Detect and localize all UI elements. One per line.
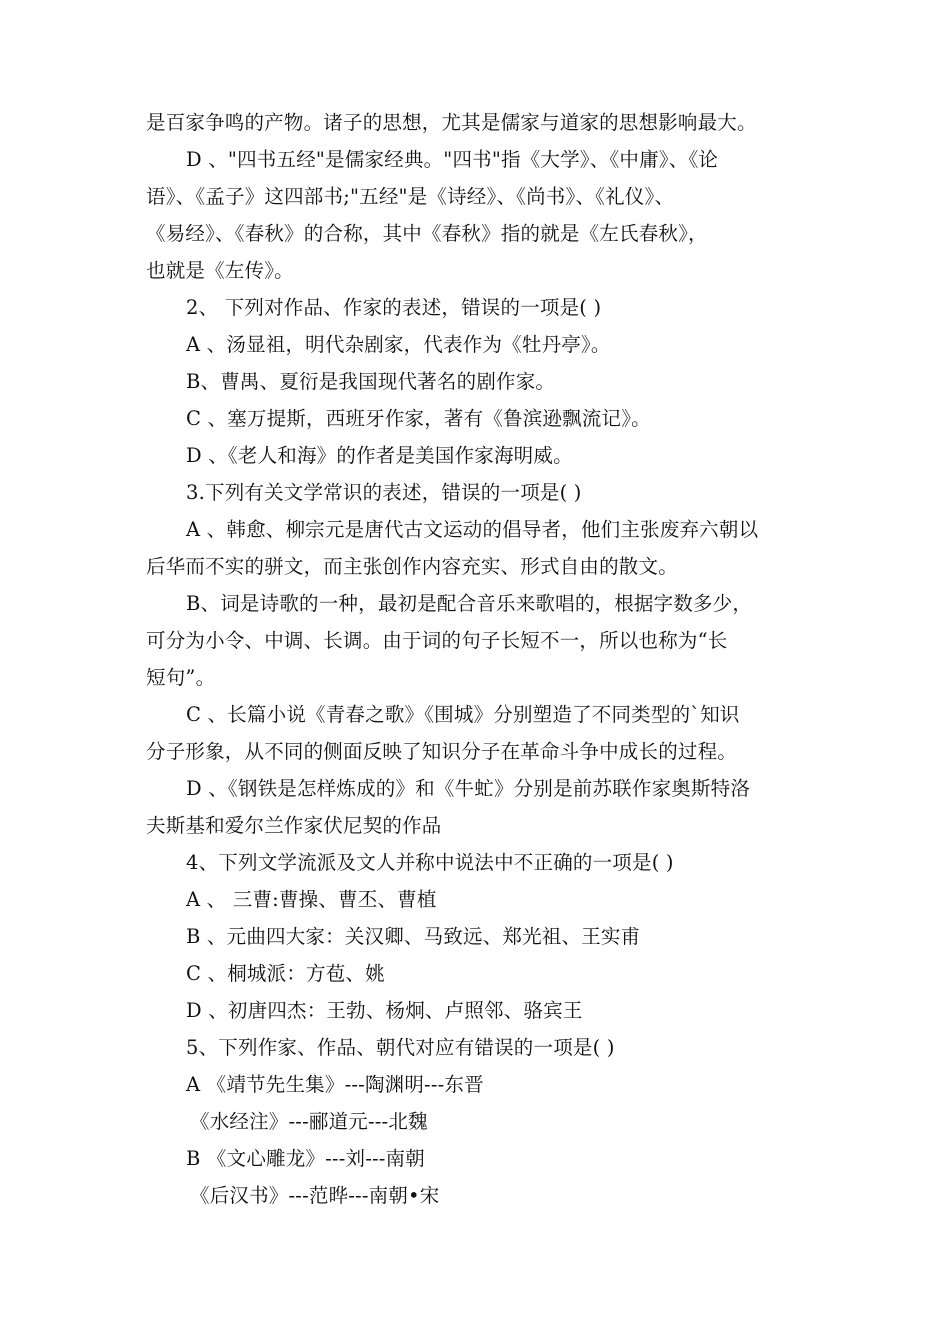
option-line: D 、《老人和海》的作者是美国作家海明威。 xyxy=(186,444,573,467)
option-line: A 《靖节先生集》---陶渊明---东晋 xyxy=(186,1073,484,1096)
option-subline: 《水经注》---郦道元---北魏 xyxy=(190,1110,428,1133)
question-3: 3.下列有关文学常识的表述，错误的一项是( ) xyxy=(186,481,582,504)
option-line: C 、桐城派：方苞、姚 xyxy=(186,962,385,985)
text-line: 语》、《孟子》这四部书;"五经"是《诗经》、《尚书》、《礼仪》、 xyxy=(146,185,675,208)
option-line: C 、长篇小说《青春之歌》《围城》分别塑造了不同类型的`知识 xyxy=(186,703,740,726)
text-line: 夫斯基和爱尔兰作家伏尼契的作品 xyxy=(146,814,442,837)
option-line: A 、汤显祖，明代杂剧家，代表作为《牡丹亭》。 xyxy=(186,333,611,356)
text-line: 后华而不实的骈文，而主张创作内容充实、形式自由的散文。 xyxy=(146,555,678,578)
option-line: B 《文心雕龙》---刘---南朝 xyxy=(186,1147,425,1170)
document-body xyxy=(146,104,818,1214)
question-5: 5、下列作家、作品、朝代对应有错误的一项是( ) xyxy=(186,1036,615,1059)
option-subline: 《后汉书》---范晔---南朝•宋 xyxy=(190,1184,440,1207)
option-line: D 、初唐四杰：王勃、杨炯、卢照邻、骆宾王 xyxy=(186,999,583,1022)
option-line: B、曹禺、夏衍是我国现代著名的剧作家。 xyxy=(186,370,556,393)
option-line: B、词是诗歌的一种，最初是配合音乐来歌唱的，根据字数多少， xyxy=(186,592,753,615)
text-line: D 、"四书五经"是儒家经典。"四书"指《大学》、《中庸》、《论 xyxy=(186,148,719,171)
option-line: A 、 三曹:曹操、曹丕、曹植 xyxy=(186,888,437,911)
question-4: 4、下列文学流派及文人并称中说法中不正确的一项是( ) xyxy=(186,851,674,874)
text-line: 也就是《左传》。 xyxy=(146,259,294,282)
text-line: 是百家争鸣的产物。诸子的思想，尤其是儒家与道家的思想影响最大。 xyxy=(146,111,757,134)
option-line: C 、塞万提斯，西班牙作家，著有《鲁滨逊飘流记》。 xyxy=(186,407,651,430)
text-line: 《易经》、《春秋》的合称，其中《春秋》指的就是《左氏春秋》， xyxy=(146,222,708,245)
option-line: A 、韩愈、柳宗元是唐代古文运动的倡导者，他们主张废弃六朝以 xyxy=(186,518,759,541)
option-line: D 、《钢铁是怎样炼成的》和《牛虻》分别是前苏联作家奥斯特洛 xyxy=(186,777,751,800)
text-line: 可分为小令、中调、长调。由于词的句子长短不一，所以也称为“长 xyxy=(146,629,728,652)
text-line: 短句”。 xyxy=(146,666,216,689)
question-2: 2、 下列对作品、作家的表述，错误的一项是( ) xyxy=(186,296,602,319)
text-line: 分子形象，从不同的侧面反映了知识分子在革命斗争中成长的过程。 xyxy=(146,740,738,763)
option-line: B 、元曲四大家：关汉卿、马致远、郑光祖、王实甫 xyxy=(186,925,641,948)
